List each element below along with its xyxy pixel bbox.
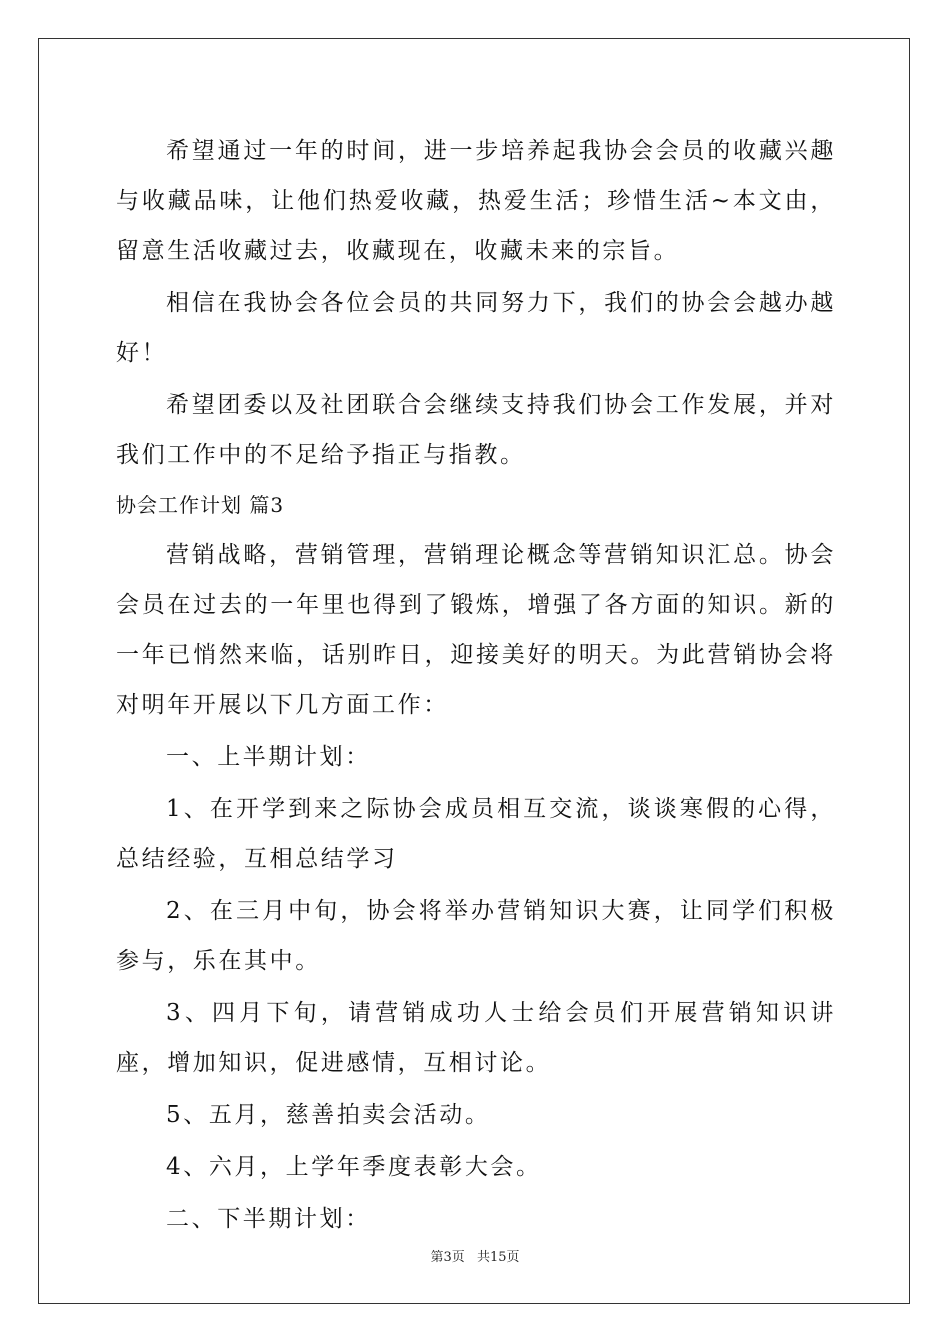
paragraph-collection-goals: 希望通过一年的时间，进一步培养起我协会会员的收藏兴趣与收藏品味，让他们热爱收藏，热爱生活；珍惜生活~本文由，留意生活收藏过去，收藏现在，收藏未来的宗旨。 <box>116 138 836 264</box>
plan-item-1: 1、在开学到来之际协会成员相互交流，谈谈寒假的心得，总结经验，互相总结学习 <box>116 796 836 872</box>
plan-item-4: 4、六月，上学年季度表彰大会。 <box>166 1154 542 1180</box>
plan-first-half-heading: 一、上半期计划： <box>166 744 371 770</box>
paragraph-marketing-intro: 营销战略，营销管理，营销理论概念等营销知识汇总。协会会员在过去的一年里也得到了锻炼，增强了各方面的知识。新的一年已悄然来临，话别昨日，迎接美好的明天。为此营销协会将对明年开展以下几方面工作： <box>116 542 836 718</box>
plan-second-half-heading: 二、下半期计划： <box>166 1206 371 1232</box>
page-footer <box>0 1246 950 1265</box>
page-number-total: 共15页 <box>476 1250 520 1265</box>
paragraph-confidence: 相信在我协会各位会员的共同努力下，我们的协会会越办越好！ <box>116 290 836 366</box>
plan-item-5: 5、五月，慈善拍卖会活动。 <box>166 1102 491 1128</box>
plan-item-2: 2、在三月中旬，协会将举办营销知识大赛，让同学们积极参与，乐在其中。 <box>116 898 836 974</box>
section-heading: 协会工作计划 篇3 <box>116 493 285 517</box>
document-body <box>116 126 836 1244</box>
plan-item-3: 3、四月下旬，请营销成功人士给会员们开展营销知识讲座，增加知识，促进感情，互相讨论。 <box>116 1000 836 1076</box>
page-number-current: 第3页 <box>430 1250 465 1265</box>
paragraph-support-request: 希望团委以及社团联合会继续支持我们协会工作发展，并对我们工作中的不足给予指正与指教。 <box>116 392 836 468</box>
